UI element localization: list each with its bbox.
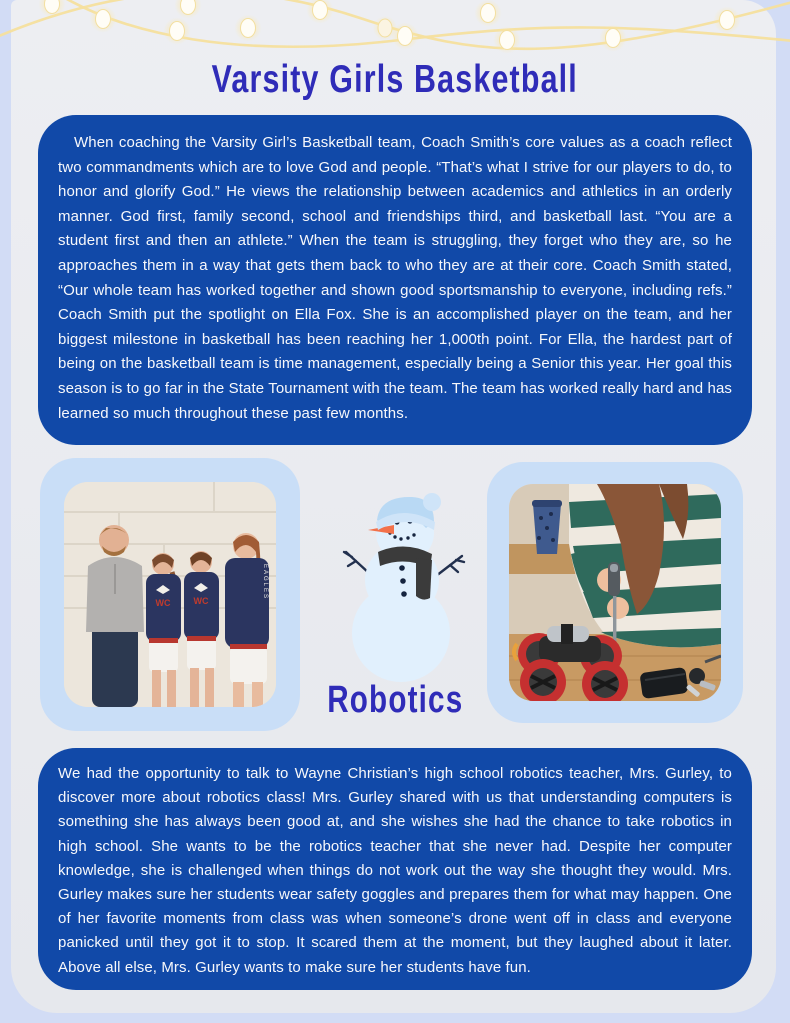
- robotics-title: Robotics: [326, 679, 464, 721]
- basketball-team-photo: [64, 482, 276, 707]
- snowman-illustration: [328, 492, 482, 684]
- basketball-article-text: When coaching the Varsity Girl’s Basketball team, Coach Smith’s core values as a coach reflect two commandments which are to love God and people. “That’s what I strive for our players to do, to honor and glorify God.” He views the relationship between academics and athletics in an orderly manner. God first, family second, school and friendships third, and basketball last. “You are a student first and then an athlete.” When the team is struggling, they forget who they are, so he approaches them in a way that gets them back to who they are at their core. Coach Smith stated, “Our whole team has worked together and shown good sportsmanship to everyone, including refs.” Coach Smith put the spotlight on Ella Fox. She is an accomplished player on the team, and her biggest milestone in basketball has been reaching her 1,000th point. For Ella, the hardest part of being on the basketball team is time management, especially being a Senior this year. Her goal this season is to go far in the State Tournament with the team. The team has worked really hard and has learned so much throughout these past few months.: [58, 134, 732, 422]
- svg-text:WC: WC: [155, 598, 171, 608]
- robotics-photo-frame: [487, 462, 743, 723]
- robotics-student-photo: [509, 484, 721, 701]
- basketball-article-panel: [38, 115, 752, 445]
- page-title: Varsity Girls Basketball: [211, 58, 579, 101]
- robotics-article-panel: [38, 748, 752, 990]
- svg-text:WC: WC: [193, 596, 209, 606]
- string-lights-decoration: [0, 0, 790, 62]
- svg-text:EAGLES: EAGLES: [262, 563, 268, 601]
- robotics-article-text: We had the opportunity to talk to Wayne Christian’s high school robotics teacher, Mrs. Gurley, to discover more about robotics class! Mrs. Gurley shared with us that understanding computers is something she has always been good at, and she wishes she had the chance to take robotics in high school. She wants to be the robotics teacher that she never had. Despite her computer knowledge, she is challenged when things do not work out the way she thought they would. Mrs. Gurley makes sure her students wear safety goggles and prepares them for what may happen. One of her favorite moments from class was when someone’s drone went off in class and everyone panicked until they got it to stop. It scared them at the moment, but they laughed about it later. Above all else, Mrs. Gurley wants to make sure her students have fun.: [58, 765, 732, 976]
- coffee-cup: [532, 500, 562, 554]
